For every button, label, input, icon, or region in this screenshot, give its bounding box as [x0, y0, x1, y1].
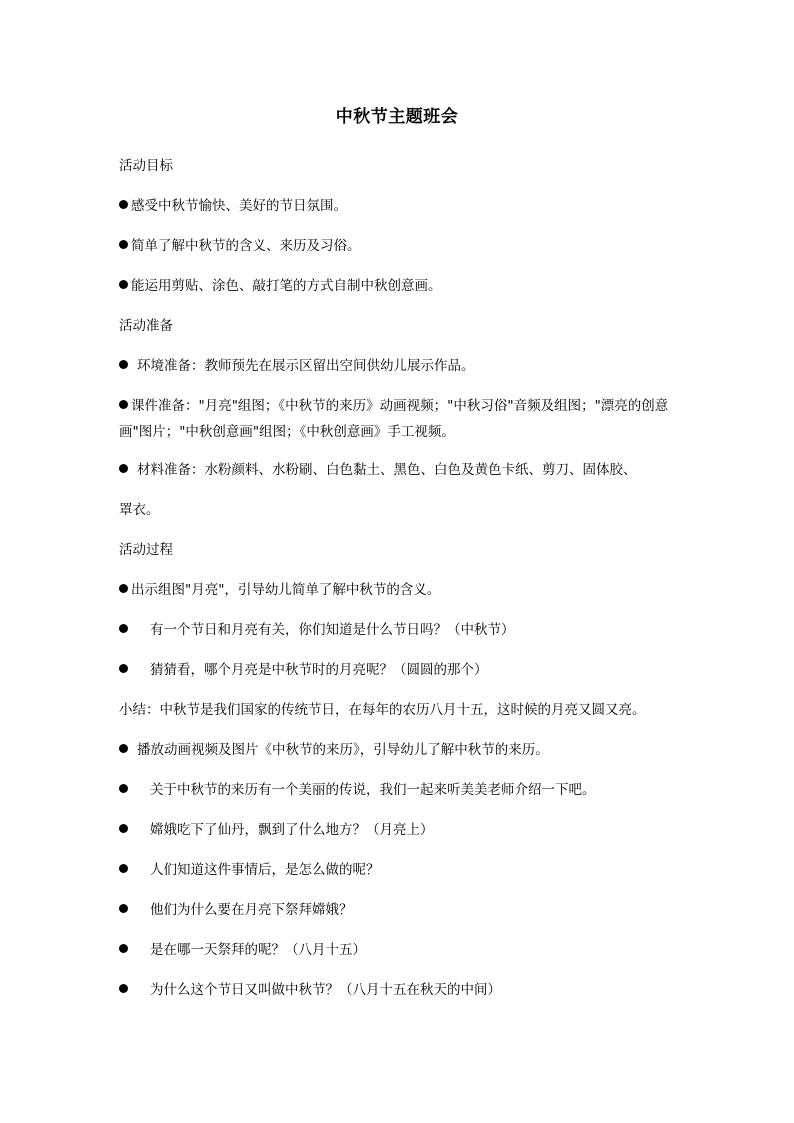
bullet-icon [119, 360, 128, 369]
bullet-icon [119, 864, 128, 873]
bullet-icon [119, 904, 128, 913]
bullet-icon [119, 784, 128, 793]
bullet-icon [119, 744, 128, 753]
section-heading-goals: 活动目标 [119, 158, 173, 174]
process-item: 播放动画视频及图片《中秋节的来历》，引导幼儿了解中秋节的来历。 [119, 742, 679, 758]
section-heading-process: 活动过程 [119, 542, 173, 558]
preparation-item: 环境准备：教师预先在展示区留出空间供幼儿展示作品。 [119, 358, 679, 374]
bullet-icon [119, 200, 128, 209]
bullet-icon [119, 240, 128, 249]
process-summary: 小结：中秋节是我们国家的传统节日，在每年的农历八月十五，这时候的月亮又圆又亮。 [119, 702, 646, 718]
bullet-icon [119, 624, 128, 633]
bullet-icon [119, 944, 128, 953]
goal-item: 能运用剪贴、涂色、敲打笔的方式自制中秋创意画。 [119, 278, 679, 294]
bullet-icon [119, 984, 128, 993]
process-item: 嫦娥吃下了仙丹，飘到了什么地方？（月亮上） [119, 822, 679, 838]
process-item: 猜猜看，哪个月亮是中秋节时的月亮呢？（圆圆的那个） [119, 662, 679, 678]
bullet-icon [119, 664, 128, 673]
process-item: 为什么这个节日又叫做中秋节？（八月十五在秋天的中间） [119, 982, 679, 998]
process-item: 关于中秋节的来历有一个美丽的传说，我们一起来听美美老师介绍一下吧。 [119, 782, 679, 798]
bullet-icon [119, 584, 128, 593]
preparation-item: 材料准备：水粉颜料、水粉刷、白色黏土、黑色、白色及黄色卡纸、剪刀、固体胶、 [119, 462, 679, 478]
process-item: 人们知道这件事情后，是怎么做的呢？ [119, 862, 679, 878]
process-item: 是在哪一天祭拜的呢？（八月十五） [119, 942, 679, 958]
goal-item: 感受中秋节愉快、美好的节日氛围。 [119, 198, 679, 214]
bullet-icon [119, 400, 128, 409]
document-title: 中秋节主题班会 [335, 107, 459, 127]
preparation-item-continuation: 罩衣。 [119, 502, 160, 518]
preparation-item: 课件准备："月亮"组图；《中秋节的来历》动画视频；"中秋习俗"音频及组图；"漂亮的创意画"图片；"中秋创意画"组图；《中秋创意画》手工视频。 [119, 398, 669, 440]
bullet-icon [119, 280, 128, 289]
bullet-icon [119, 824, 128, 833]
goal-item: 简单了解中秋节的含义、来历及习俗。 [119, 238, 679, 254]
process-item: 有一个节日和月亮有关，你们知道是什么节日吗？（中秋节） [119, 622, 679, 638]
section-heading-preparation: 活动准备 [119, 318, 173, 334]
process-item: 出示组图"月亮"，引导幼儿简单了解中秋节的含义。 [119, 582, 679, 598]
process-item: 他们为什么要在月亮下祭拜嫦娥？ [119, 902, 679, 918]
bullet-icon [119, 464, 128, 473]
